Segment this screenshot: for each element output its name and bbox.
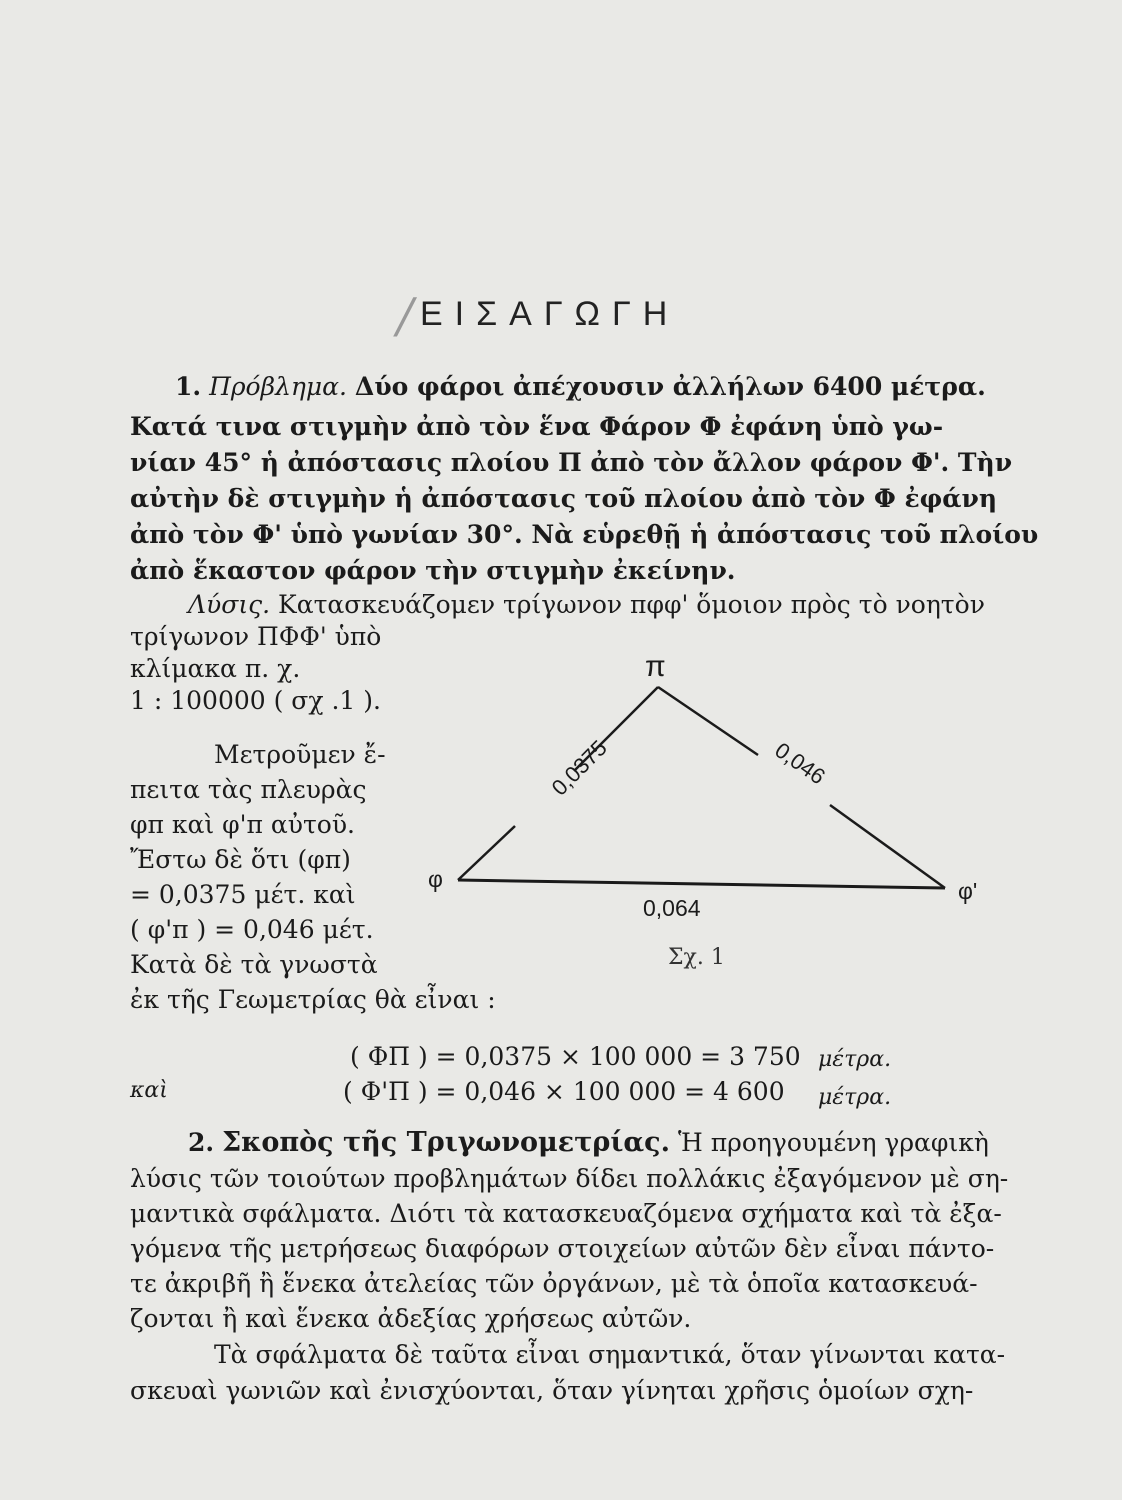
section-2-line: σκευαὶ γωνιῶν καὶ ἐνισχύονται, ὅταν γίνηται χρῆσις ὁμοίων σχη-: [130, 1376, 974, 1405]
problem-text-line: ἀπὸ ἕκαστον φάρον τὴν στιγμὴν ἐκείνην.: [130, 556, 736, 585]
side-right-label: 0,046: [770, 737, 830, 790]
chapter-title: ΕΙΣΑΓΩΓΗ: [420, 295, 680, 333]
equation-2-unit: μέτρα.: [818, 1085, 892, 1110]
solution-line: = 0,0375 μέτ. καὶ: [130, 880, 356, 909]
solution-line: ( φ'π ) = 0,046 μέτ.: [130, 915, 374, 944]
section-2-line: μαντικὰ σφάλματα. Διότι τὰ κατασκευαζόμενα σχήματα καὶ τὰ ἐξα-: [130, 1199, 1002, 1228]
section-2-line: γόμενα τῆς μετρήσεως διαφόρων στοιχείων αὐτῶν δὲν εἶναι πάντο-: [130, 1234, 995, 1263]
section-2-line: τε ἀκριβῆ ἢ ἕνεκα ἀτελείας τῶν ὀργάνων, μὲ τὰ ὁποῖα κατασκευά-: [130, 1269, 978, 1298]
pen-mark: /: [397, 288, 414, 344]
side-right-lower: [830, 805, 945, 888]
problem-label: Πρόβλημα.: [209, 372, 347, 401]
solution-line: ἐκ τῆς Γεωμετρίας θὰ εἶναι :: [130, 985, 496, 1014]
equation-connector: καὶ: [130, 1078, 168, 1103]
section-2-line: ζονται ἢ καὶ ἕνεκα ἀδεξίας χρήσεως αὐτῶν.: [130, 1304, 692, 1333]
equation-2: ( Φ'Π ) = 0,046 × 100 000 = 4 600: [343, 1077, 785, 1106]
solution-line: Κατὰ δὲ τὰ γνωστὰ: [130, 950, 378, 979]
vertex-top-label: π: [645, 650, 666, 683]
side-right-upper: [658, 687, 758, 755]
section-heading: Σκοπὸς τῆς Τριγωνομετρίας.: [222, 1127, 671, 1158]
solution-label: Λύσις.: [188, 590, 271, 619]
solution-line: κλίμακα π. χ.: [130, 654, 301, 683]
figure-caption: Σχ. 1: [668, 945, 725, 970]
section-2-first-line: [188, 1128, 989, 1158]
problem-text-line: ἀπὸ τὸν Φ' ὑπὸ γωνίαν 30°. Νὰ εὑρεθῇ ἡ ἀπόστασις τοῦ πλοίου: [130, 520, 1039, 549]
side-bottom: [458, 880, 945, 888]
section-number: 2.: [188, 1128, 215, 1157]
solution-line: Ἔστω δὲ ὅτι (φπ): [130, 845, 351, 874]
equation-1-unit: μέτρα.: [818, 1047, 892, 1072]
section-2-line: Τὰ σφάλματα δὲ ταῦτα εἶναι σημαντικά, ὅταν γίνωνται κατα-: [214, 1340, 1006, 1369]
vertex-right-label: φ': [958, 878, 978, 904]
problem-text-line: Δύο φάροι ἀπέχουσιν ἀλλήλων 6400 μέτρα.: [354, 372, 986, 401]
solution-line: τρίγωνον ΠΦΦ' ὑπὸ: [130, 622, 382, 651]
side-left-lower: [458, 826, 515, 880]
solution-line: πειτα τὰς πλευρὰς: [130, 775, 367, 804]
solution-text: Κατασκευάζομεν τρίγωνον πφφ' ὅμοιον πρὸς τὸ νοητὸν: [278, 590, 985, 619]
solution-line: Μετροῦμεν ἔ-: [214, 740, 386, 769]
solution-line: 1 : 100000 ( σχ .1 ).: [130, 686, 381, 715]
section-text: Ἡ προηγουμένη γραφικὴ: [677, 1128, 989, 1157]
section-2-line: λύσις τῶν τοιούτων προβλημάτων δίδει πολλάκις ἐξαγόμενον μὲ ση-: [130, 1164, 1009, 1193]
vertex-left-label: φ: [428, 866, 443, 892]
equation-1: ( ΦΠ ) = 0,0375 × 100 000 = 3 750: [350, 1042, 801, 1071]
side-left-label: 0,0375: [546, 735, 612, 801]
side-bottom-label: 0,064: [643, 895, 701, 921]
solution-line: φπ καὶ φ'π αὐτοῦ.: [130, 810, 355, 839]
problem-number: 1.: [175, 372, 202, 401]
problem-text-line: αὐτὴν δὲ στιγμὴν ἡ ἀπόστασις τοῦ πλοίου ἀπὸ τὸν Φ ἐφάνη: [130, 484, 998, 513]
problem-text-line: νίαν 45° ἡ ἀπόστασις πλοίου Π ἀπὸ τὸν ἄλλον φάρον Φ'. Τὴν: [130, 448, 1013, 477]
problem-text-line: Κατά τινα στιγμὴν ἀπὸ τὸν ἕνα Φάρον Φ ἐφάνη ὑπὸ γω-: [130, 412, 944, 441]
